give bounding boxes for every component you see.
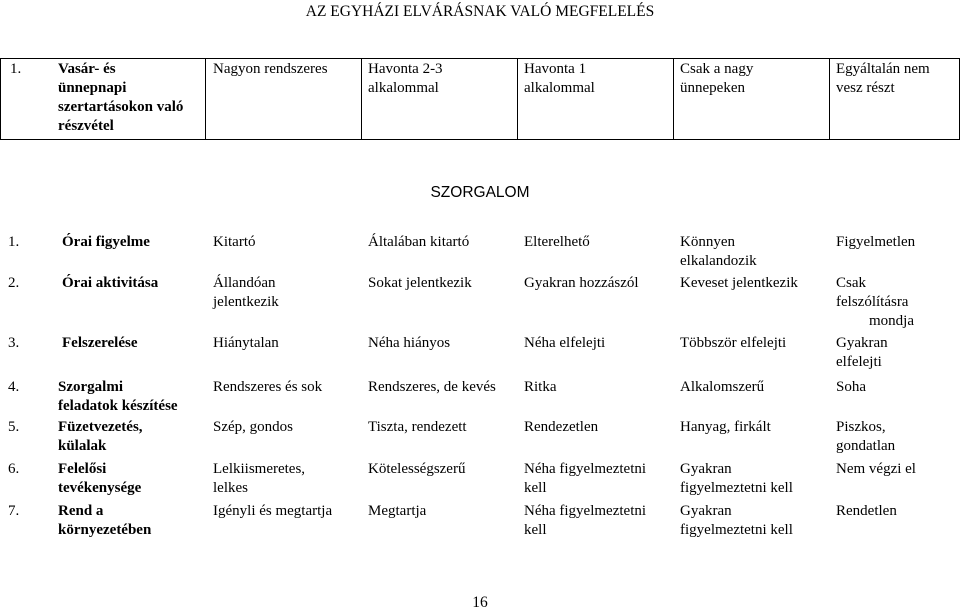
row-cell: Állandóan — [213, 275, 276, 291]
row-cell: Kitartó — [213, 234, 256, 250]
attendance-option: Nagyon rendszeres — [213, 61, 328, 77]
attendance-row-label-line: szertartásokon való — [58, 99, 184, 115]
row-cell: Keveset jelentkezik — [680, 275, 798, 291]
row-label: Füzetvezetés, — [58, 419, 143, 435]
row-cell: Figyelmetlen — [836, 234, 916, 250]
row-cell: Soha — [836, 379, 866, 395]
row-cell: Ritka — [524, 379, 557, 395]
section-title: SZORGALOM — [430, 184, 530, 201]
attendance-option: ünnepeken — [680, 80, 745, 96]
row-cell: figyelmeztetni kell — [680, 480, 793, 496]
row-cell: Gyakran hozzászól — [524, 275, 639, 291]
attendance-option: Havonta 2-3 — [368, 61, 443, 77]
row-cell: Gyakran — [680, 461, 732, 477]
document-title: AZ EGYHÁZI ELVÁRÁSNAK VALÓ MEGFELELÉS — [305, 3, 655, 20]
attendance-option: vesz részt — [836, 80, 895, 96]
row-cell: Szép, gondos — [213, 419, 293, 435]
row-cell: Többször elfelejti — [680, 335, 787, 351]
row-cell: elfelejti — [836, 354, 882, 370]
row-cell: Könnyen — [680, 234, 735, 250]
row-cell: Tiszta, rendezett — [368, 419, 467, 435]
row-cell: Néha figyelmeztetni — [524, 461, 647, 477]
row-label: környezetében — [58, 522, 152, 538]
row-cell: felszólításra — [836, 294, 909, 310]
row-label: Órai figyelme — [62, 234, 150, 250]
row-cell: gondatlan — [836, 438, 896, 454]
row-label: Szorgalmi — [58, 379, 123, 395]
row-cell: jelentkezik — [213, 294, 279, 310]
attendance-option: alkalommal — [524, 80, 595, 96]
attendance-option: Havonta 1 — [524, 61, 587, 77]
row-cell: kell — [524, 522, 547, 538]
row-cell: Hanyag, firkált — [680, 419, 771, 435]
row-cell: Elterelhető — [524, 234, 590, 250]
row-cell: Rendetlen — [836, 503, 897, 519]
attendance-option: Egyáltalán nem — [836, 61, 930, 77]
row-number: 4. — [8, 379, 20, 395]
row-cell: Néha hiányos — [368, 335, 451, 351]
row-label: Órai aktivitása — [62, 275, 159, 291]
row-label: feladatok készítése — [58, 398, 178, 414]
row-cell: kell — [524, 480, 547, 496]
row-cell: Néha elfelejti — [524, 335, 606, 351]
row-cell: Gyakran — [836, 335, 888, 351]
attendance-option: alkalommal — [368, 80, 439, 96]
attendance-table — [0, 49, 960, 139]
row-cell: Megtartja — [368, 503, 427, 519]
row-cell: Igényli és megtartja — [213, 503, 333, 519]
row-number: 6. — [8, 461, 20, 477]
row-cell: mondja — [869, 313, 914, 329]
row-cell: lelkes — [213, 480, 248, 496]
row-number: 5. — [8, 419, 20, 435]
row-cell: Rendszeres, de kevés — [368, 379, 496, 395]
row-label: külalak — [58, 438, 107, 454]
row-label: Rend a — [58, 503, 104, 519]
row-label: Felelősi — [58, 461, 107, 477]
row-cell: Általában kitartó — [368, 234, 470, 250]
attendance-row-label-line: ünnepnapi — [58, 80, 127, 96]
row-cell: Piszkos, — [836, 419, 886, 435]
row-cell: Néha figyelmeztetni — [524, 503, 647, 519]
row-cell: Rendezetlen — [524, 419, 599, 435]
row-label: tevékenysége — [58, 480, 142, 496]
row-cell: Gyakran — [680, 503, 732, 519]
row-cell: Nem végzi el — [836, 461, 916, 477]
row-cell: figyelmeztetni kell — [680, 522, 793, 538]
attendance-row-number: 1. — [10, 61, 22, 77]
attendance-option: Csak a nagy — [680, 61, 754, 77]
row-number: 1. — [8, 234, 20, 250]
attendance-row-label-line: részvétel — [58, 118, 114, 134]
row-cell: Alkalomszerű — [680, 379, 765, 395]
row-cell: Csak — [836, 275, 866, 291]
row-number: 3. — [8, 335, 20, 351]
row-cell: Kötelességszerű — [368, 461, 466, 477]
row-cell: Sokat jelentkezik — [368, 275, 472, 291]
row-cell: elkalandozik — [680, 253, 757, 269]
row-cell: Hiánytalan — [213, 335, 279, 351]
attendance-row-label-line: Vasár- és — [58, 61, 116, 77]
row-label: Felszerelése — [62, 335, 138, 351]
row-cell: Lelkiismeretes, — [213, 461, 306, 477]
row-number: 7. — [8, 503, 20, 519]
row-cell: Rendszeres és sok — [213, 379, 323, 395]
row-number: 2. — [8, 275, 20, 291]
page-number: 16 — [472, 594, 488, 611]
